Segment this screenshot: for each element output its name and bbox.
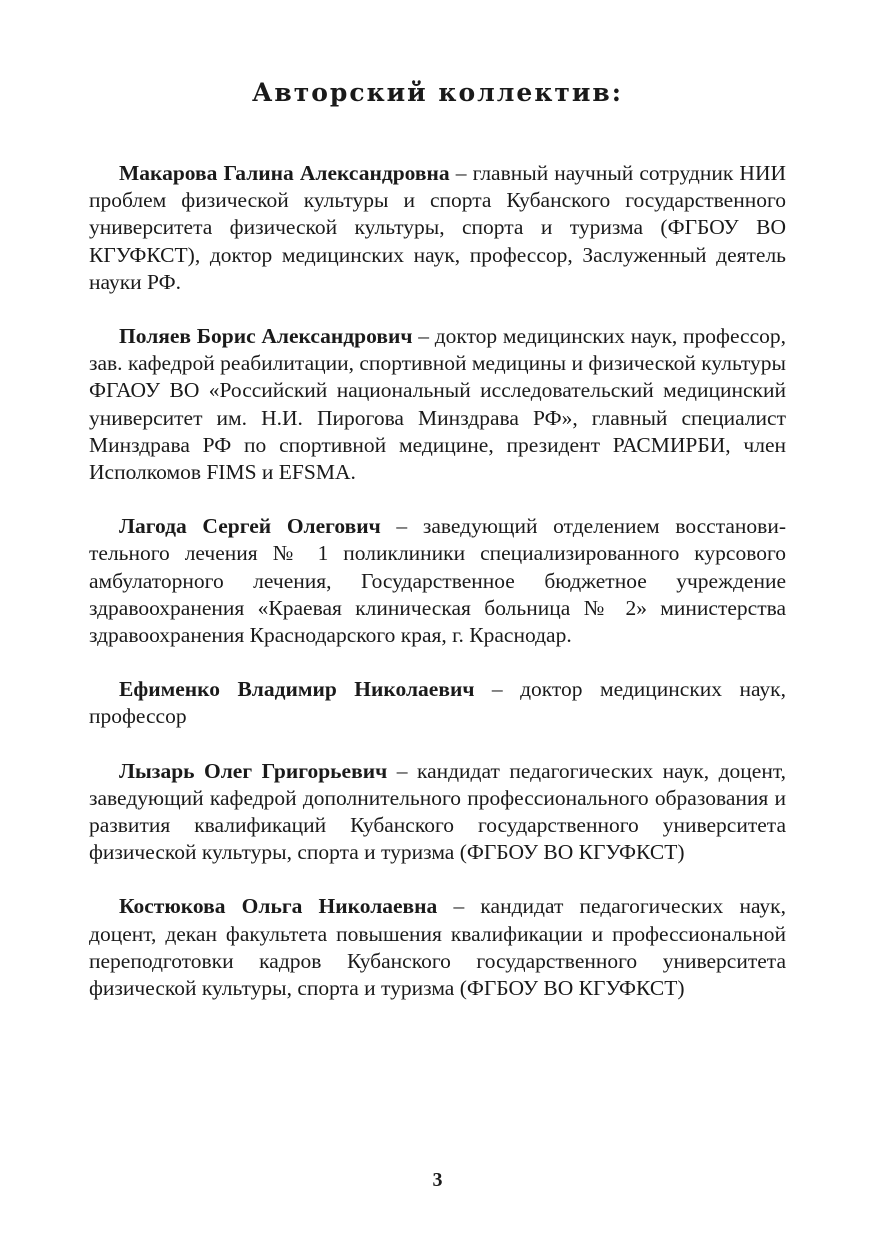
author-description: – заведующий отделением восстановительного лечения № 1 поликлиники специализированного курсового амбулаторного лечения, Государственное бюджетное учреждение здравоохранения «Краевая клиническая больница № 2» министерства здравоохранения Краснодарского края, г. Краснодар. [89, 514, 786, 648]
author-name: Лызарь Олег Григорьевич [119, 758, 388, 783]
authors-list [89, 160, 786, 1029]
author-name: Костюкова Ольга Николаевна [119, 894, 438, 919]
author-name: Макарова Галина Александровна [119, 161, 450, 185]
author-description: – доктор медицинских наук, профессор [89, 677, 786, 729]
author-entry [89, 893, 786, 1002]
author-name: Поляев Борис Александрович [119, 324, 413, 349]
page-number: 3 [432, 1169, 443, 1191]
author-name: Ефименко Владимир Николаевич [119, 677, 475, 702]
author-name: Лагода Сергей Олегович [119, 514, 381, 539]
author-entry [89, 323, 786, 486]
author-description: – доктор медицинских наук, профессор, зав. кафедрой реабилитации, спортивной медицины и физической культуры ФГАОУ ВО «Российский национальный исследовательский медицинский университет им. Н.И. Пирогова Минздрава РФ», главный специалист Минздрава РФ по спортивной медицине, президент РАСМИРБИ, член Исполкомов FIMS и EFSMA. [89, 324, 786, 485]
author-entry [89, 676, 786, 730]
author-description: – кандидат педагогических наук, доцент, заведующий кафедрой дополнительного профессионального образования и развития квалификаций Кубанского государственного университета физической культуры, спорта и туризма (ФГБОУ ВО КГУФКСТ) [89, 758, 786, 865]
author-entry [89, 758, 786, 867]
author-entry [89, 513, 786, 649]
author-entry [89, 160, 786, 296]
author-description: – кандидат педагогических наук, доцент, декан факультета повышения квалификации и профессиональной переподготовки кадров Кубанского государственного университета физической культуры, спорта и туризма (ФГБОУ ВО КГУФКСТ) [89, 894, 787, 1001]
page-title: Авторский коллектив: [251, 78, 624, 107]
author-description: – главный научный сотрудник НИИ проблем физической культуры и спорта Кубанского государственного университета физической культуры, спорта и туризма (ФГБОУ ВО КГУФКСТ), доктор медицинских наук, профессор, Заслуженный деятель науки РФ. [89, 161, 786, 294]
